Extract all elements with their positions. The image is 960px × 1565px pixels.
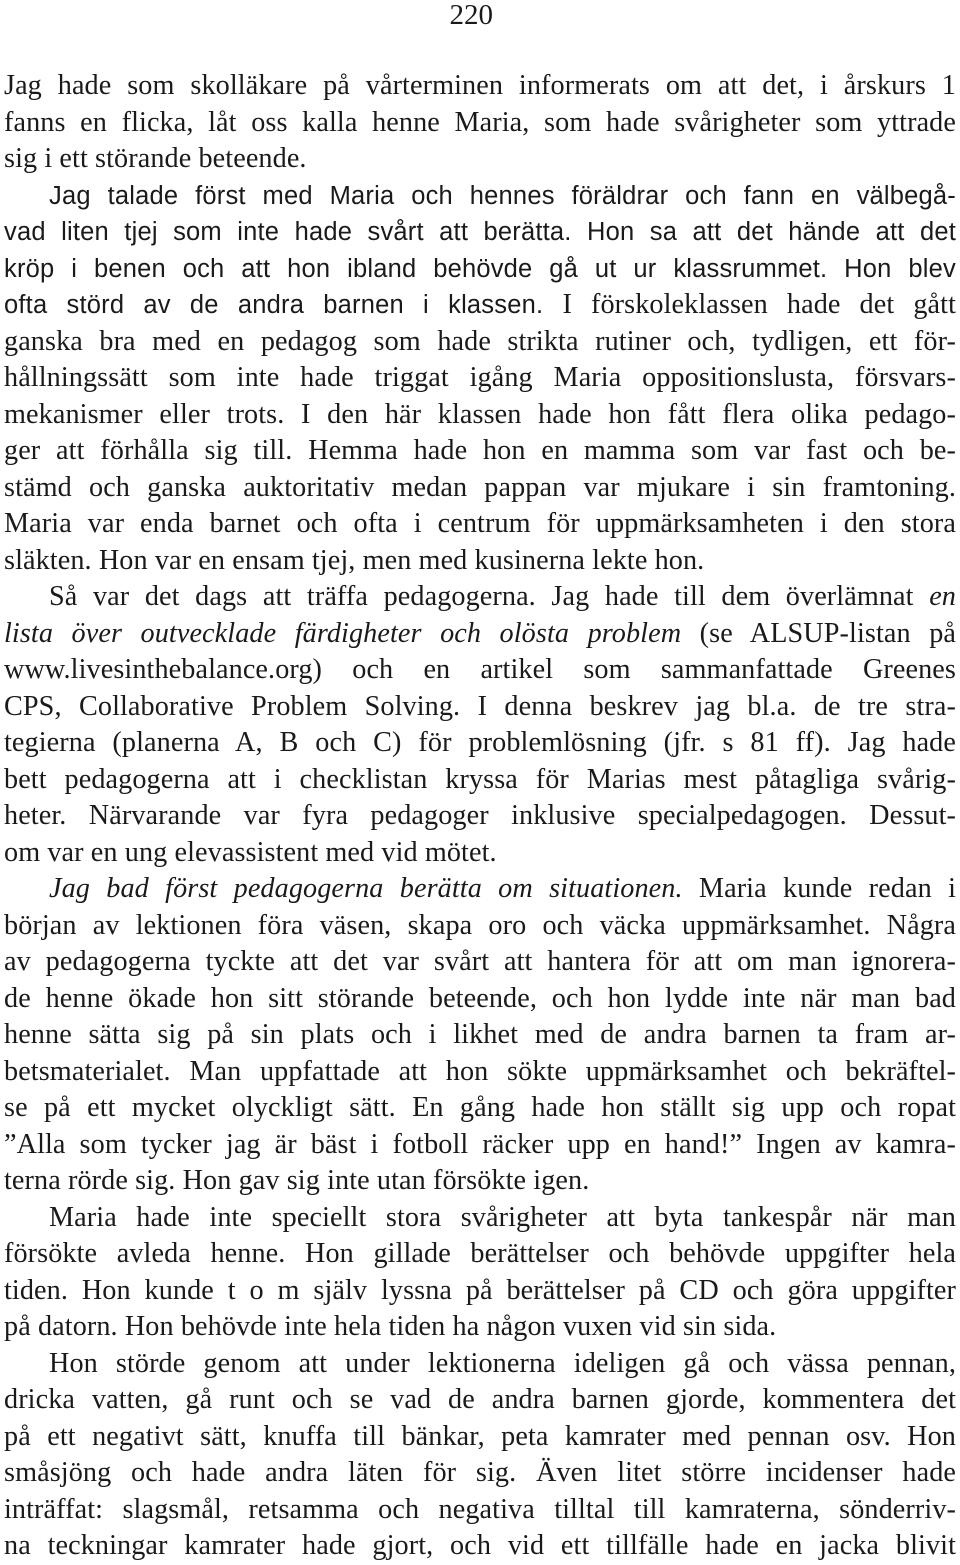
text-segment: Maria hade inte speciellt stora svårigheter att byta tankespår när man — [49, 1201, 956, 1233]
text-line — [4, 798, 956, 835]
text-segment: av pedagogerna tyckte att det var svårt att hantera för att om man ignorera- — [4, 946, 956, 977]
text-segment: på datorn. Hon behövde inte hela tiden ha någon vuxen vid sin sida. — [4, 1311, 777, 1342]
text-line — [4, 1200, 956, 1237]
text-segment: släkten. Hon var en ensam tjej, men med kusinerna lekte hon. — [4, 544, 705, 576]
text-segment: vad liten tjej som inte hade svårt att berätta. Hon sa att det hände att det — [4, 218, 956, 246]
text-line — [4, 689, 956, 726]
italic-text-segment: Jag bad först pedagogerna berätta om situationen. — [49, 873, 683, 904]
text-line — [4, 1163, 956, 1200]
text-segment: sig i ett störande beteende. — [4, 143, 307, 174]
body-text — [4, 68, 956, 1565]
text-line — [4, 506, 956, 543]
text-segment: I förskoleklassen hade det gått — [562, 289, 956, 320]
text-segment: se på ett mycket olyckligt sätt. En gång hade hon ställt sig upp och ropat — [4, 1092, 956, 1123]
text-line — [4, 1309, 956, 1346]
text-line — [4, 944, 956, 981]
text-line — [4, 68, 956, 105]
text-line — [4, 1346, 956, 1383]
text-segment: (se ALSUP-listan på — [681, 617, 956, 649]
text-line — [4, 251, 956, 288]
text-segment: ganska bra med en pedagog som hade strikta rutiner och, tydligen, ett för- — [4, 325, 956, 357]
text-segment: www.livesinthebalance.org) och en artikel som sammanfattade Greenes — [4, 654, 956, 685]
text-segment: försökte avleda henne. Hon gillade berättelser och behövde uppgifter hela — [4, 1238, 956, 1269]
text-line — [4, 1492, 956, 1529]
text-segment: CPS, Collaborative Problem Solving. I denna beskrev jag bl.a. de tre stra- — [4, 690, 956, 722]
text-segment: bett pedagogerna att i checklistan kryssa för Marias mest påtagliga svårig- — [4, 763, 956, 795]
text-line — [4, 470, 956, 507]
text-segment: na teckningar kamrater hade gjort, och vid ett tillfälle hade en jacka blivit — [4, 1530, 956, 1561]
text-segment: tegierna (planerna A, B och C) för problemlösning (jfr. s 81 ff). Jag hade — [4, 727, 956, 758]
text-segment: småsjöng och hade andra läten för sig. Även litet större incidenser hade — [4, 1457, 956, 1488]
italic-text-segment: lista över outvecklade färdigheter och olösta problem — [4, 617, 682, 649]
text-line — [4, 616, 956, 653]
text-line — [4, 214, 956, 251]
text-line — [4, 762, 956, 799]
text-segment: fanns en flicka, låt oss kalla henne Maria, som hade svårigheter som yttrade — [4, 106, 956, 138]
text-line — [4, 433, 956, 470]
text-segment: Maria var enda barnet och ofta i centrum för uppmärksamheten i den stora — [4, 508, 956, 539]
text-segment: ger att förhålla sig till. Hemma hade hon en mamma som var fast och be- — [4, 435, 956, 466]
text-segment: ”Alla som tycker jag är bäst i fotboll räcker upp en hand!” Ingen av kamra- — [4, 1128, 956, 1160]
text-line — [4, 1528, 956, 1565]
text-segment: tiden. Hon kunde t o m själv lyssna på berättelser på CD och göra uppgifter — [4, 1274, 956, 1306]
text-segment: stämd och ganska auktoritativ medan pappan var mjukare i sin framtoning. — [4, 471, 956, 503]
text-line — [4, 1127, 956, 1164]
text-line — [4, 324, 956, 361]
text-line — [4, 543, 956, 580]
text-segment: hållningssätt som inte hade triggat igång Maria oppositionslusta, försvars- — [4, 362, 956, 393]
text-line — [4, 579, 956, 616]
text-segment: heter. Närvarande var fyra pedagoger inklusive specialpedagogen. Dessut- — [4, 800, 956, 831]
text-segment: Maria kunde redan i — [682, 873, 957, 904]
text-segment: henne sätta sig på sin plats och i likhet med de andra barnen ta fram ar- — [4, 1019, 956, 1050]
text-line — [4, 981, 956, 1018]
page-number: 220 — [449, 0, 493, 31]
text-segment: ofta störd av de andra barnen i klassen. — [4, 291, 563, 319]
text-segment: Hon störde genom att under lektionerna ideligen gå och vässa pennan, — [49, 1347, 956, 1379]
text-line — [4, 871, 956, 908]
text-line — [4, 1054, 956, 1091]
text-line — [4, 360, 956, 397]
text-line — [4, 1090, 956, 1127]
text-segment: kröp i benen och att hon ibland behövde gå ut ur klassrummet. Hon blev — [4, 254, 956, 283]
text-segment: mekanismer eller trots. I den här klassen hade hon fått flera olika pedago- — [4, 398, 956, 430]
text-segment: om var en ung elevassistent med vid mötet. — [4, 836, 497, 868]
text-line — [4, 1455, 956, 1492]
text-line — [4, 1017, 956, 1054]
text-line — [4, 287, 956, 324]
text-line — [4, 141, 956, 178]
text-line — [4, 105, 956, 142]
text-line — [4, 652, 956, 689]
text-line — [4, 1382, 956, 1419]
text-segment: terna rörde sig. Hon gav sig inte utan försökte igen. — [4, 1165, 590, 1196]
text-segment: Jag talade först med Maria och hennes föräldrar och fann en välbegå- — [49, 181, 956, 210]
text-line — [4, 835, 956, 872]
italic-text-segment: en — [929, 581, 956, 612]
text-line — [4, 1273, 956, 1310]
text-segment: Jag hade som skolläkare på vårterminen informerats om att det, i årskurs 1 — [4, 70, 956, 101]
text-segment: betsmaterialet. Man uppfattade att hon sökte uppmärksamhet och bekräftel- — [4, 1055, 956, 1087]
text-segment: på ett negativt sätt, knuffa till bänkar, peta kamrater med pennan osv. Hon — [4, 1420, 956, 1452]
text-line — [4, 397, 956, 434]
text-line — [4, 908, 956, 945]
text-line — [4, 178, 956, 215]
text-line — [4, 1236, 956, 1273]
text-segment: inträffat: slagsmål, retsamma och negativa tilltal till kamraterna, sönderriv- — [4, 1493, 956, 1525]
text-line — [4, 725, 956, 762]
text-segment: de henne ökade hon sitt störande beteende, och hon lydde inte när man bad — [4, 982, 956, 1014]
text-line — [4, 1419, 956, 1456]
text-segment: Så var det dags att träffa pedagogerna. Jag hade till dem överlämnat — [49, 581, 930, 612]
text-segment: dricka vatten, gå runt och se vad de andra barnen gjorde, kommentera det — [4, 1384, 956, 1415]
text-segment: början av lektionen föra väsen, skapa oro och väcka uppmärksamhet. Några — [4, 909, 956, 941]
